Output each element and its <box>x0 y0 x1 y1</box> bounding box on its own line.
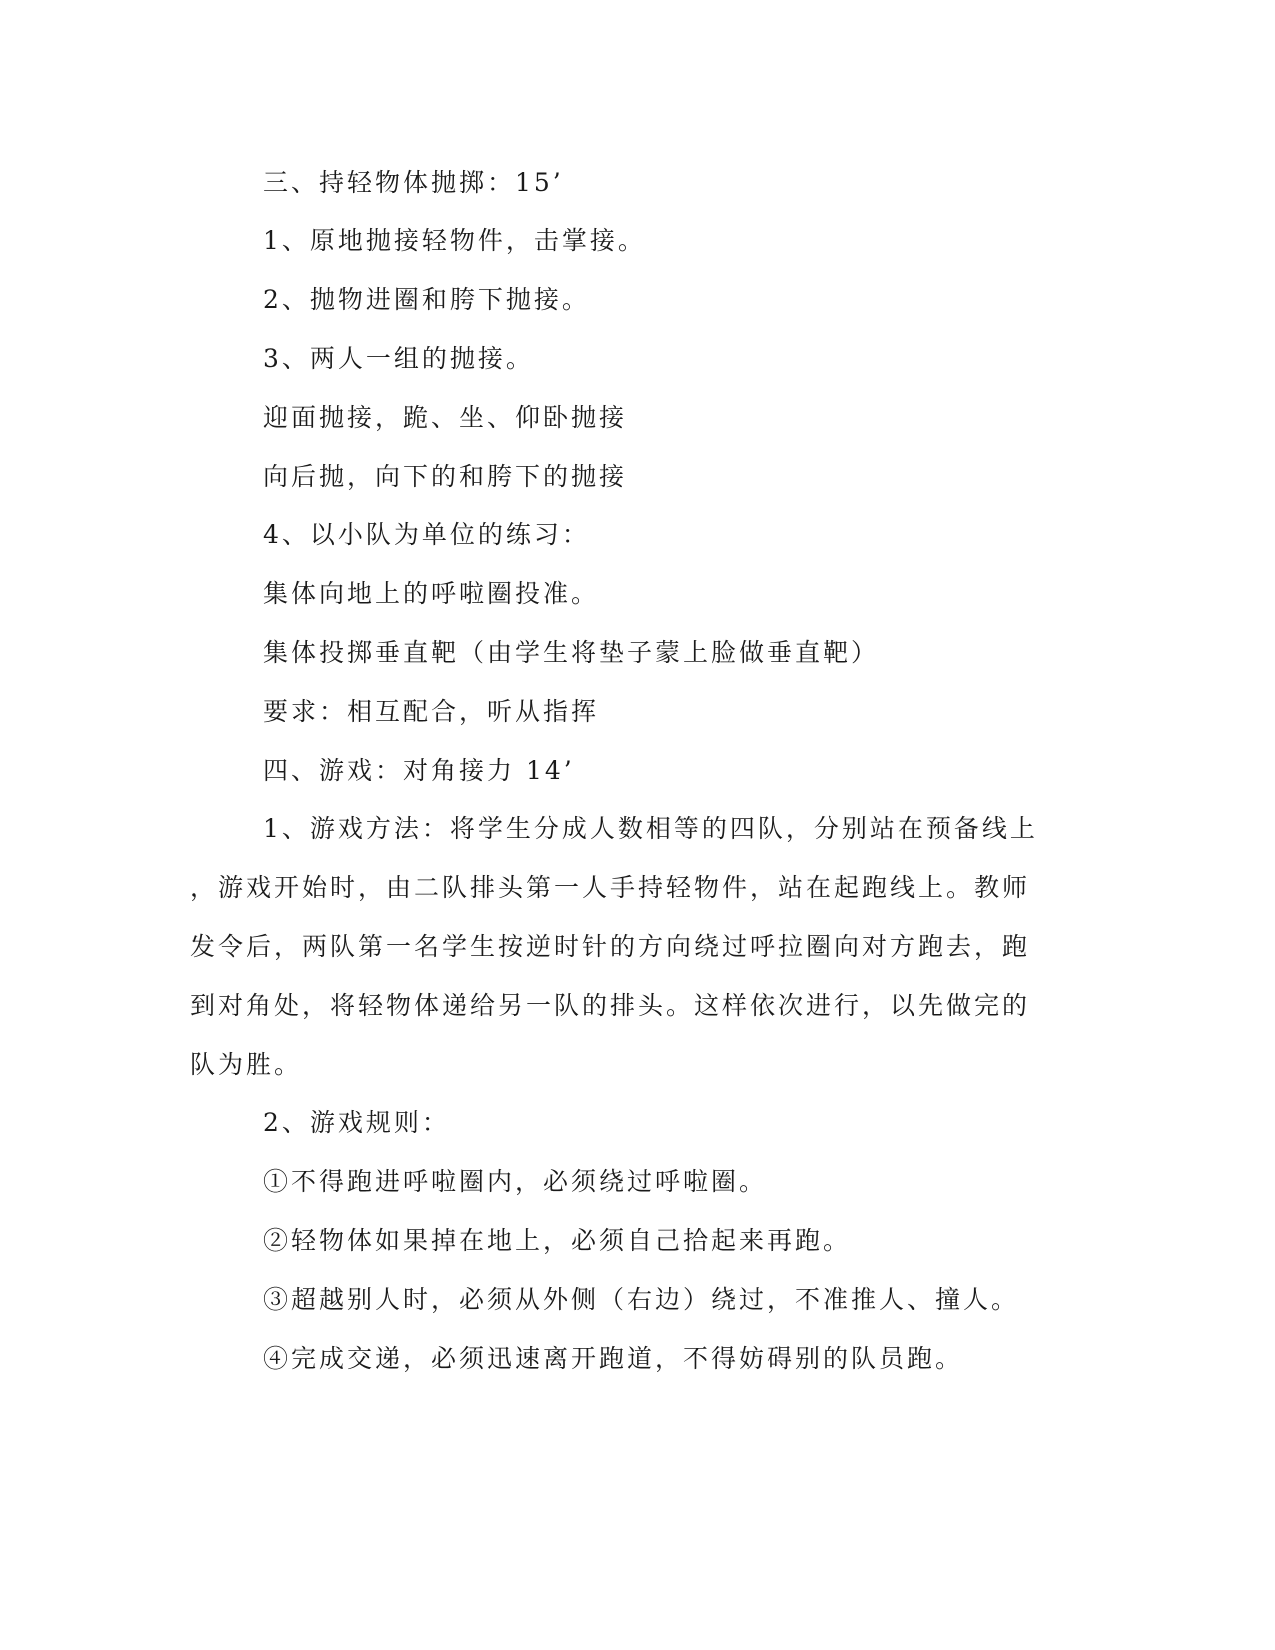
requirement-line: 要求：相互配合，听从指挥 <box>263 697 600 726</box>
list-item: 3、两人一组的抛接。 <box>263 344 534 373</box>
list-item: 1、原地抛接轻物件，击掌接。 <box>263 226 646 255</box>
list-item: 2、抛物进圈和胯下抛接。 <box>263 285 590 314</box>
rule-item: ④完成交递，必须迅速离开跑道，不得妨碍别的队员跑。 <box>263 1344 964 1373</box>
rules-heading: 2、游戏规则： <box>263 1108 450 1137</box>
paragraph-line: 队为胜。 <box>190 1050 303 1079</box>
list-item: 4、以小队为单位的练习： <box>263 520 590 549</box>
paragraph-line: 到对角处，将轻物体递给另一队的排头。这样依次进行，以先做完的 <box>190 991 1031 1020</box>
section-heading-game: 四、游戏：对角接力 14’ <box>263 756 575 785</box>
text-line: 向后抛，向下的和胯下的抛接 <box>263 462 628 491</box>
paragraph-line: 1、游戏方法：将学生分成人数相等的四队，分别站在预备线上 <box>263 814 1038 843</box>
rule-item: ②轻物体如果掉在地上，必须自己拾起来再跑。 <box>263 1226 852 1255</box>
text-line: 迎面抛接，跪、坐、仰卧抛接 <box>263 403 628 432</box>
section-heading-throwing: 三、持轻物体抛掷：15’ <box>263 168 564 197</box>
paragraph-line: ，游戏开始时，由二队排头第一人手持轻物件，站在起跑线上。教师 <box>190 873 1031 902</box>
rule-item: ③超越别人时，必须从外侧（右边）绕过，不准推人、撞人。 <box>263 1285 1020 1314</box>
text-line: 集体向地上的呼啦圈投准。 <box>263 579 600 608</box>
text-line: 集体投掷垂直靶（由学生将垫子蒙上脸做垂直靶） <box>263 638 880 667</box>
paragraph-line: 发令后，两队第一名学生按逆时针的方向绕过呼拉圈向对方跑去，跑 <box>190 932 1031 961</box>
rule-item: ①不得跑进呼啦圈内，必须绕过呼啦圈。 <box>263 1167 768 1196</box>
